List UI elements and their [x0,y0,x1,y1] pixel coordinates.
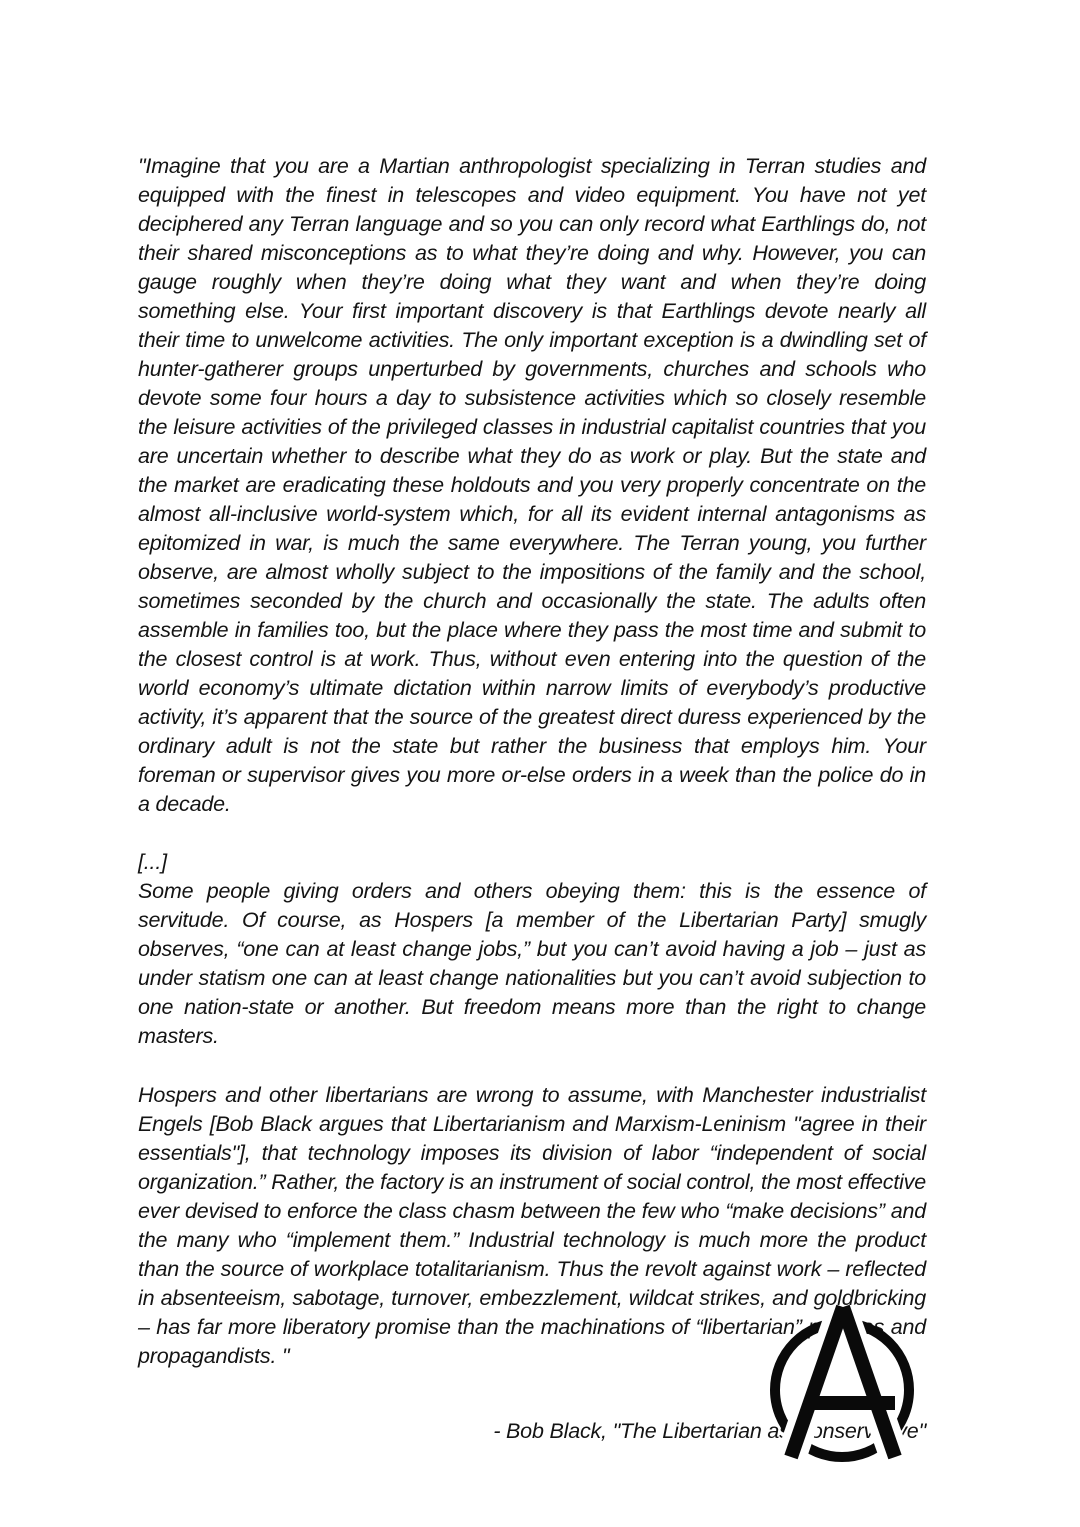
circle-a-icon [742,1285,942,1485]
quote-attribution: - Bob Black, "The Libertarian as Conservative" [493,1419,926,1443]
quote-paragraph-3: Hospers and other libertarians are wrong to assume, with Manchester industrialist Engels [Bob Black argues that Libertarianism and Marxism-Leninism "agree in their essentials"], that technology imposes its division of labor “independent of social organization.” Rather, the factory is an instrument of social control, the most effective ever devised to enforce the class chasm between the few who “make decisions” and the many who “implement them.” Industrial technology is much more the product than the source of workplace totalitarianism. Thus the revolt against work – reflected in absenteeism, sabotage, turnover, embezzlement, wildcat strikes, and goldbricking – has far more liberatory promise than the machinations of “libertarian” politicos and propagandists. " [138,1083,926,1368]
quote-paragraph-2: Some people giving orders and others obeying them: this is the essence of servitude. Of course, as Hospers [a member of the Libertarian Party] smugly observes, “one can at least change jobs,” but you can’t avoid having a job – just as under statism one can at least change nationalities but you can’t avoid subjection to one nation-state or another. But freedom means more than the right to change masters. [138,879,926,1048]
quote-paragraph-1: "Imagine that you are a Martian anthropologist specializing in Terran studies and equipped with the finest in telescopes and video equipment. You have not yet deciphered any Terran language and so you can only record what Earthlings do, not their shared misconceptions as to what they’re doing and why. However, you can gauge roughly when they’re doing what they want and when they’re doing something else. Your first important discovery is that Earthlings devote nearly all their time to unwelcome activities. The only important exception is a dwindling set of hunter-gatherer groups unperturbed by governments, churches and schools who devote some four hours a day to subsistence activities which so closely resemble the leisure activities of the privileged classes in industrial capitalist countries that you are uncertain whether to describe what they do as work or play. But the state and the market are eradicating these holdouts and you very properly concentrate on the almost all-inclusive world-system which, for all its evident internal antagonisms as epitomized in war, is much the same everywhere. The Terran young, you further observe, are almost wholly subject to the impositions of the family and the school, sometimes seconded by the church and occasionally the state. The adults often assemble in families too, but the place where they pass the most time and submit to the closest control is at work. Thus, without even entering into the question of the world economy’s ultimate dictation within narrow limits of everybody’s productive activity, it’s apparent that the source of the greatest direct duress experienced by the ordinary adult is not the state but rather the business that employs him. Your foreman or supervisor gives you more or-else orders in a week than the police do in a decade. [138,154,926,816]
anarchy-symbol-logo [742,1285,942,1485]
quote-text-block [138,152,926,1468]
ellipsis-marker: [...] [138,850,167,874]
